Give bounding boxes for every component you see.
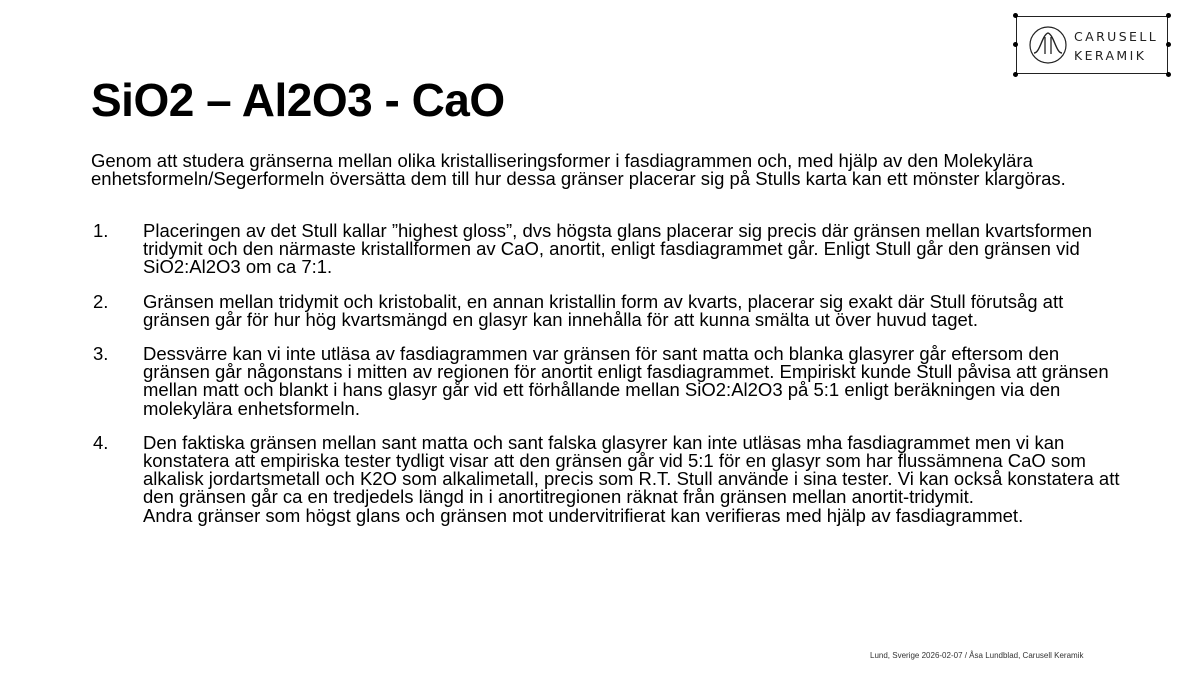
list-item [91, 222, 1131, 277]
list-item-text: Dessvärre kan vi inte utläsa av fasdiagrammen var gränsen för sant matta och blanka glasyrer går eftersom den gränsen går någonstans i mitten av regionen för anortit enligt fasdiagrammet. Empiriskt kunde Stull påvisa att gränsen mellan matt och blankt i hans glasyr går vid ett förhållande mellan SiO2:Al2O3 på 5:1 enligt beräkningen via den molekylära enhetsformeln. [143, 343, 1109, 419]
list-item-text-continued: Andra gränser som högst glans och gränsen mot undervitrifierat kan verifieras med hjälp av fasdiagrammet. [143, 504, 1024, 526]
list-item [91, 290, 1131, 330]
list-item-number: 1. [93, 220, 109, 241]
logo-corner-dot [1166, 13, 1171, 18]
list-item-number: 4. [93, 431, 109, 453]
list-item-text: Placeringen av det Stull kallar ”highest gloss”, dvs högsta glans placerar sig precis där gränsen mellan kvartsformen tridymit och den närmaste kristallformen av CaO, anortit, enligt fasdiagrammet går. Enligt Stull går den gränsen vid SiO2:Al2O3 om ca 7:1. [143, 220, 1093, 278]
logo-side-dot [1166, 42, 1171, 47]
logo-wordmark [1074, 27, 1164, 65]
carusell-keramik-logo [1016, 16, 1168, 74]
list-item-number: 3. [93, 343, 109, 365]
logo-corner-dot [1013, 13, 1018, 18]
list-item-text: Gränsen mellan tridymit och kristobalit, en annan kristallin form av kvarts, placerar sig exakt där Stull förutsåg att gränsen går för hur hög kvartsmängd en glasyr kan innehålla för att kunna smälta ut över huvud taget. [143, 290, 1064, 330]
logo-corner-dot [1013, 72, 1018, 77]
list-item-text: Den faktiska gränsen mellan sant matta och sant falska glasyrer kan inte utläsas mha fasdiagrammet men vi kan konstatera att empiriska tester tydligt visar att den gränsen går vid 5:1 för en glasyr som har flussämnena CaO som alkalisk jordartsmetall och K2O som alkalimetall, precis som R.T. Stull använde i sina tester. Vi kan också konstatera att den gränsen går ca en tredjedels längd in i anortitregionen räknat från gränsen mellan anortit-tridymit. [143, 431, 1120, 508]
logo-line-2: KERAMIK [1074, 48, 1147, 63]
logo-corner-dot [1166, 72, 1171, 77]
list-item [91, 431, 1131, 526]
intro-paragraph: Genom att studera gränserna mellan olika kristalliseringsformer i fasdiagrammen och, med hjälp av den Molekylära enhetsformeln/Segerformeln översätta dem till hur dessa gränser placerar sig på Stulls karta kan ett mönster klargöras. [91, 150, 1066, 189]
logo-side-dot [1013, 42, 1018, 47]
logo-line-1: CARUSELL [1074, 29, 1159, 44]
numbered-list [91, 222, 1131, 541]
carousel-icon [1026, 23, 1070, 67]
slide-title: SiO2 – Al2O3 - CaO [91, 74, 505, 126]
list-item-number: 2. [93, 290, 109, 312]
slide-footer: Lund, Sverige 2026-02-07 / Åsa Lundblad, Carusell Keramik [870, 651, 1084, 660]
list-item [91, 345, 1131, 418]
